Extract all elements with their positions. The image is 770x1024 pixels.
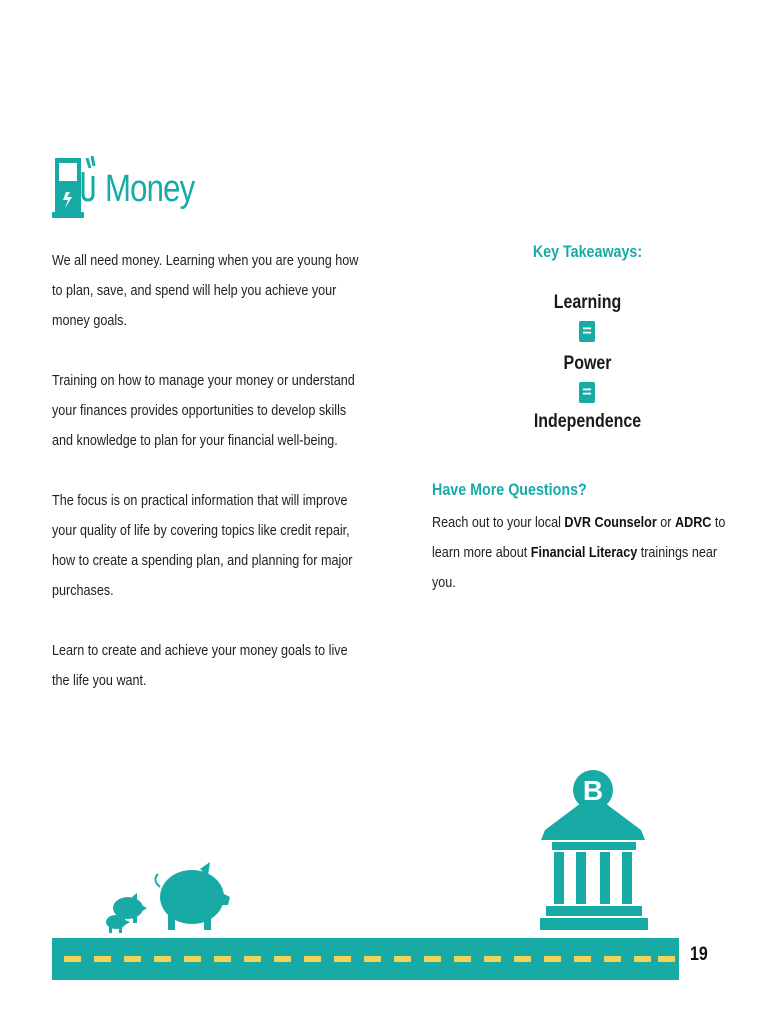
road-dash — [394, 956, 411, 962]
road-dash — [574, 956, 591, 962]
road-dash — [424, 956, 441, 962]
road-dash — [454, 956, 471, 962]
road-dash — [184, 956, 201, 962]
road-dash — [604, 956, 621, 962]
questions-text-part: or — [656, 514, 676, 531]
road-dash — [154, 956, 171, 962]
key-takeaways-title: Key Takeaways: — [532, 242, 643, 261]
equals-icon: = — [579, 382, 595, 403]
questions-title: Have More Questions? — [432, 480, 587, 499]
road-dash — [658, 956, 675, 962]
road-dash — [94, 956, 111, 962]
questions-text-part: to learn more about — [432, 514, 726, 561]
road-dash — [274, 956, 291, 962]
financial-literacy-term: Financial Literacy — [530, 544, 638, 561]
paragraph: Training on how to manage your money or understand your finances provides opportunities to develop skills and knowledge to plan for your financial well-being. — [52, 372, 355, 449]
paragraph: The focus is on practical information that will improve your quality of life by covering topics like credit repair, how to create a spending plan, and planning for major purchases. — [52, 492, 353, 599]
road-dash — [64, 956, 81, 962]
road-dash — [634, 956, 651, 962]
piggy-bank-icon — [155, 862, 230, 930]
road-dash — [544, 956, 561, 962]
road-dash — [124, 956, 141, 962]
adrc-term: ADRC — [675, 514, 712, 531]
takeaway-independence: Independence — [533, 411, 642, 432]
road-dash — [214, 956, 231, 962]
page-number: 19 — [690, 944, 708, 965]
page-title: Money — [105, 168, 195, 210]
road-icon — [52, 938, 679, 980]
bank-building-icon — [540, 770, 648, 930]
dvr-counselor-term: DVR Counselor — [564, 514, 657, 531]
road-dash — [304, 956, 321, 962]
road-dash — [514, 956, 531, 962]
equals-icon: = — [579, 321, 595, 342]
road-dash — [334, 956, 351, 962]
road-dash — [484, 956, 501, 962]
takeaway-learning: Learning — [553, 292, 622, 313]
road-dash — [364, 956, 381, 962]
road-dash — [244, 956, 261, 962]
takeaway-power: Power — [563, 353, 612, 374]
questions-text-part: trainings near you. — [432, 544, 718, 591]
questions-text-part: Reach out to your local — [432, 514, 565, 531]
bank-letter: B — [582, 775, 604, 806]
paragraph: We all need money. Learning when you are young how to plan, save, and spend will help you achieve your money goals. — [52, 252, 359, 329]
paragraph: Learn to create and achieve your money goals to live the life you want. — [52, 642, 348, 689]
